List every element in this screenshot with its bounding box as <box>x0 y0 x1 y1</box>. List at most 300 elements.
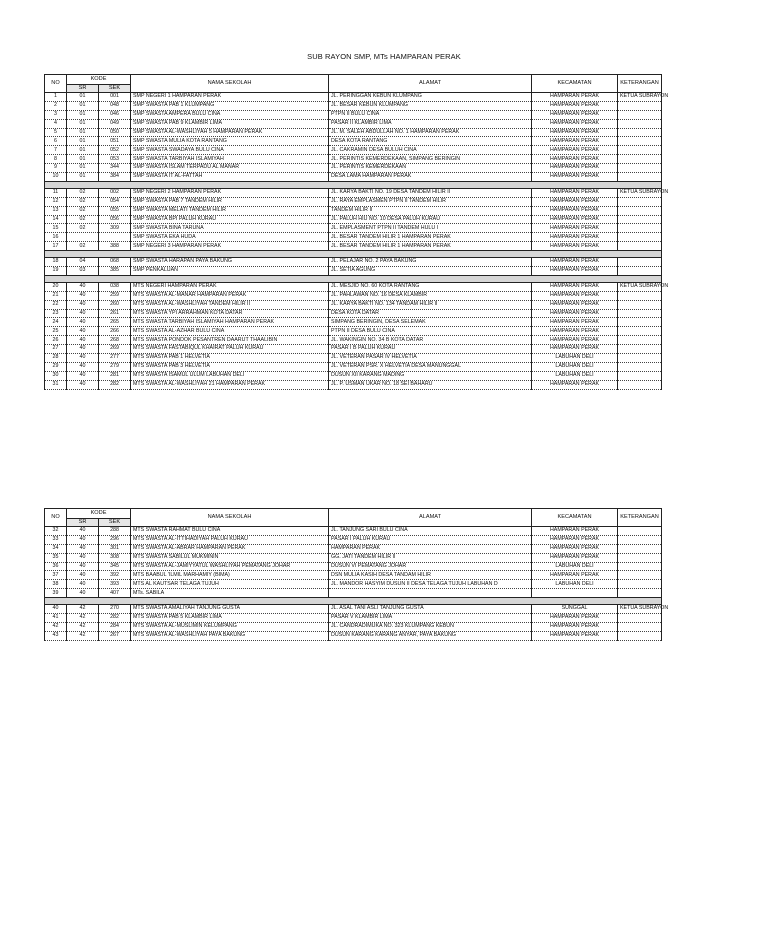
cell-kecamatan: HAMPARAN PERAK <box>532 553 618 562</box>
table-row <box>45 580 662 589</box>
cell-nama-sekolah: SMP SWASTA AMPERA BULU CINA <box>131 110 329 119</box>
table-row <box>45 544 662 553</box>
table-row <box>45 101 662 110</box>
cell-sek: 261 <box>99 309 131 318</box>
cell-sr: 40 <box>67 380 99 389</box>
cell-no: 29 <box>45 362 67 371</box>
cell-kecamatan: LABUHAN DELI <box>532 580 618 589</box>
cell-no: 43 <box>45 631 67 640</box>
cell-no: 14 <box>45 215 67 224</box>
separator-cell <box>45 598 662 605</box>
cell-alamat: JL. PERINGGAN KEBUN KLUMPANG <box>329 93 532 102</box>
cell-alamat: DESA LAMA HAMPARAN PERAK <box>329 173 532 182</box>
cell-keterangan <box>618 327 662 336</box>
header-nama-sekolah: NAMA SEKOLAH <box>131 509 329 527</box>
cell-nama-sekolah: SMP SWASTA SWADAYA BULU CINA <box>131 146 329 155</box>
cell-keterangan <box>618 562 662 571</box>
cell-nama-sekolah: SMP NEGERI 2 HAMPARAN PERAK <box>131 188 329 197</box>
cell-sek: 384 <box>99 173 131 182</box>
table-row <box>45 300 662 309</box>
table-row <box>45 137 662 146</box>
cell-no: 40 <box>45 605 67 614</box>
cell-nama-sekolah: SMP SWASTA BPI PALUH KURAU <box>131 215 329 224</box>
cell-alamat: JL. CANDRADIMUKA NO. 323 KLUMPANG KEBUN <box>329 622 532 631</box>
cell-keterangan <box>618 380 662 389</box>
table-row <box>45 571 662 580</box>
cell-keterangan <box>618 215 662 224</box>
cell-kecamatan: HAMPARAN PERAK <box>532 224 618 233</box>
cell-keterangan <box>618 371 662 380</box>
cell-sek: 266 <box>99 327 131 336</box>
cell-alamat: DUSUN VI PEMATANG JOHAR <box>329 562 532 571</box>
cell-keterangan <box>618 631 662 640</box>
cell-alamat: JL. KARYA BAKTI NO. 19 DESA TANDEM HILIR II <box>329 188 532 197</box>
school-table-2 <box>44 508 669 641</box>
cell-sr: 40 <box>67 589 99 598</box>
cell-no: 5 <box>45 128 67 137</box>
cell-sek <box>99 233 131 242</box>
cell-sek: 267 <box>99 631 131 640</box>
cell-alamat: JL. PELAJAR NO. 2 PAYA BAKUNG <box>329 258 532 267</box>
header-no: NO <box>45 509 67 527</box>
table-row <box>45 622 662 631</box>
cell-sek: 050 <box>99 128 131 137</box>
cell-kecamatan <box>532 589 618 598</box>
cell-nama-sekolah: MTS SWASTA PAB 1 HELVETIA <box>131 354 329 363</box>
table-row <box>45 318 662 327</box>
table-row <box>45 197 662 206</box>
cell-sek: 055 <box>99 206 131 215</box>
cell-kecamatan: SUNGGAL <box>532 605 618 614</box>
table-row <box>45 327 662 336</box>
table-row <box>45 309 662 318</box>
table-row <box>45 605 662 614</box>
cell-keterangan <box>618 345 662 354</box>
header-kode: KODE <box>67 75 131 85</box>
cell-nama-sekolah: SMP SWASTA AL-WASHLIYAH 5 HAMPARAN PERAK <box>131 128 329 137</box>
cell-keterangan <box>618 128 662 137</box>
cell-sr: 40 <box>67 527 99 536</box>
cell-keterangan <box>618 242 662 251</box>
cell-nama-sekolah: MTS SWASTA AL-ABRAR HAMPARAN PERAK <box>131 544 329 553</box>
header-alamat: ALAMAT <box>329 75 532 93</box>
table-row <box>45 267 662 276</box>
cell-sr: 40 <box>67 535 99 544</box>
cell-sr: 40 <box>67 371 99 380</box>
cell-kecamatan: LABUHAN DELI <box>532 371 618 380</box>
cell-alamat: JL. M. SALEH ABDULLAH NO. 1 HAMPARAN PERAK <box>329 128 532 137</box>
cell-no: 2 <box>45 101 67 110</box>
cell-sek: 309 <box>99 224 131 233</box>
table-row <box>45 362 662 371</box>
table-row <box>45 553 662 562</box>
cell-alamat: GG. JATI TANDEM HILIR II <box>329 553 532 562</box>
cell-nama-sekolah: MTS SWASTA ISAMUL ULUM LABUHAN DELI <box>131 371 329 380</box>
cell-sek: 051 <box>99 137 131 146</box>
cell-sek: 284 <box>99 622 131 631</box>
cell-nama-sekolah: MTS SWASTA YPI ARRAHMAN KOTA DATAR <box>131 309 329 318</box>
header-keterangan: KETERANGAN <box>618 75 662 93</box>
cell-kecamatan: HAMPARAN PERAK <box>532 527 618 536</box>
cell-keterangan <box>618 110 662 119</box>
cell-alamat: JL. BESAR TANDEM HILIR 1 HAMPARAN PERAK <box>329 242 532 251</box>
cell-sr: 01 <box>67 137 99 146</box>
table-row <box>45 128 662 137</box>
cell-sr <box>67 233 99 242</box>
cell-sr: 04 <box>67 258 99 267</box>
cell-keterangan <box>618 101 662 110</box>
cell-kecamatan: HAMPARAN PERAK <box>532 571 618 580</box>
table-row <box>45 282 662 291</box>
page-title: SUB RAYON SMP, MTs HAMPARAN PERAK <box>307 52 461 61</box>
cell-sr: 40 <box>67 336 99 345</box>
cell-no: 1 <box>45 93 67 102</box>
cell-kecamatan: HAMPARAN PERAK <box>532 345 618 354</box>
cell-kecamatan: HAMPARAN PERAK <box>532 318 618 327</box>
separator-cell <box>45 275 662 282</box>
cell-keterangan <box>618 362 662 371</box>
cell-no: 28 <box>45 354 67 363</box>
cell-no: 11 <box>45 188 67 197</box>
cell-keterangan <box>618 233 662 242</box>
table-row <box>45 354 662 363</box>
cell-kecamatan: HAMPARAN PERAK <box>532 233 618 242</box>
cell-alamat: JL. PERINTIS KEMERDEKAAN <box>329 164 532 173</box>
cell-nama-sekolah: SMP SWASTA HARAPAN PAYA BAKUNG <box>131 258 329 267</box>
cell-keterangan <box>618 224 662 233</box>
cell-keterangan <box>618 137 662 146</box>
cell-sr: 02 <box>67 224 99 233</box>
cell-nama-sekolah: MTS SWASTA AMALIYAH TANJUNG GUSTA <box>131 605 329 614</box>
cell-nama-sekolah: MTS SWASTA SABILUL MUKMININ <box>131 553 329 562</box>
cell-alamat: SIMPANG BERINGIN, DESA SELEMAK <box>329 318 532 327</box>
cell-no: 34 <box>45 544 67 553</box>
cell-kecamatan: HAMPARAN PERAK <box>532 380 618 389</box>
cell-alamat: PTPN II BULU CINA <box>329 110 532 119</box>
cell-sek: 056 <box>99 215 131 224</box>
cell-nama-sekolah: MTS SWASTA AL-MUSLIMIN KELUMPANG <box>131 622 329 631</box>
cell-sek: 308 <box>99 553 131 562</box>
table-row <box>45 110 662 119</box>
cell-no: 12 <box>45 197 67 206</box>
cell-nama-sekolah: MTS SWASTA AL-JAMIYYATUL WASHLIYAH PEMATANG JOHAR <box>131 562 329 571</box>
cell-alamat: PASAR II KLAMBIR LIMA <box>329 119 532 128</box>
cell-nama-sekolah: SMP PENKALUAN <box>131 267 329 276</box>
cell-sr: 01 <box>67 146 99 155</box>
table-row <box>45 371 662 380</box>
cell-nama-sekolah: SMP SWASTA PAB 1 KLUMPANG <box>131 101 329 110</box>
cell-no: 19 <box>45 267 67 276</box>
table-2-body <box>45 527 669 641</box>
cell-keterangan <box>618 197 662 206</box>
table-row <box>45 614 662 623</box>
cell-nama-sekolah: SMP SWASTA IT AL-FATTAH <box>131 173 329 182</box>
cell-alamat: JL. VETERAN PSR. X HELVETIA DESA MANUNGGAL <box>329 362 532 371</box>
table-row <box>45 224 662 233</box>
cell-kecamatan: HAMPARAN PERAK <box>532 291 618 300</box>
cell-sr: 40 <box>67 282 99 291</box>
cell-sr: 03 <box>67 267 99 276</box>
cell-sr: 42 <box>67 631 99 640</box>
cell-alamat: JL. ASAL TANI ASLI TANJUNG GUSTA <box>329 605 532 614</box>
cell-nama-sekolah: SMP SWASTA EKA HUDA <box>131 233 329 242</box>
cell-no: 25 <box>45 327 67 336</box>
cell-sr: 40 <box>67 544 99 553</box>
cell-alamat: DSN MULIA KASIH DESA TANDAM HILIR <box>329 571 532 580</box>
cell-keterangan <box>618 309 662 318</box>
cell-sek: 281 <box>99 371 131 380</box>
cell-no: 42 <box>45 622 67 631</box>
cell-keterangan <box>618 318 662 327</box>
cell-keterangan <box>618 206 662 215</box>
cell-kecamatan: HAMPARAN PERAK <box>532 242 618 251</box>
cell-nama-sekolah: MTS NEGERI HAMPARAN PERAK <box>131 282 329 291</box>
cell-alamat: JL. P. USMAN UKAR NO. 18 SEI BAHARU <box>329 380 532 389</box>
cell-sr: 42 <box>67 605 99 614</box>
cell-no: 7 <box>45 146 67 155</box>
cell-nama-sekolah: MTS AL KAUTSAR TELAGA TUJUH <box>131 580 329 589</box>
cell-kecamatan: HAMPARAN PERAK <box>532 173 618 182</box>
cell-sek: 301 <box>99 544 131 553</box>
cell-nama-sekolah: SMP SWASTA TARBIYAH ISLAMIYAH <box>131 155 329 164</box>
cell-kecamatan: LABUHAN DELI <box>532 362 618 371</box>
cell-sr: 42 <box>67 622 99 631</box>
cell-no: 23 <box>45 309 67 318</box>
cell-kecamatan: HAMPARAN PERAK <box>532 544 618 553</box>
cell-sek: 393 <box>99 580 131 589</box>
cell-nama-sekolah: MTS SWASTA RAHMAT BULU CINA <box>131 527 329 536</box>
table-row <box>45 206 662 215</box>
table-row <box>45 93 662 102</box>
table-row <box>45 155 662 164</box>
table-row <box>45 291 662 300</box>
cell-alamat: PTPN II DESA BULU CINA <box>329 327 532 336</box>
cell-nama-sekolah: SMP SWASTA MULIA KOTA RANTANG <box>131 137 329 146</box>
cell-sek: 282 <box>99 614 131 623</box>
cell-alamat: PASAR V KLAMBIR LIMA <box>329 614 532 623</box>
cell-no: 15 <box>45 224 67 233</box>
cell-kecamatan: HAMPARAN PERAK <box>532 155 618 164</box>
cell-alamat: JL. RAYA EMPLASMEN PTPN II TANDEM HILIR <box>329 197 532 206</box>
cell-kecamatan: HAMPARAN PERAK <box>532 309 618 318</box>
cell-alamat: JL. BESAR KEBUN KLUMPANG <box>329 101 532 110</box>
cell-kecamatan: HAMPARAN PERAK <box>532 282 618 291</box>
header-sr: SR <box>67 85 99 93</box>
cell-kecamatan: HAMPARAN PERAK <box>532 110 618 119</box>
cell-sek: 296 <box>99 535 131 544</box>
cell-no: 32 <box>45 527 67 536</box>
cell-kecamatan: HAMPARAN PERAK <box>532 300 618 309</box>
cell-sek: 279 <box>99 362 131 371</box>
cell-no: 24 <box>45 318 67 327</box>
table-row <box>45 215 662 224</box>
cell-alamat: TANDEM HILIR II <box>329 206 532 215</box>
cell-keterangan <box>618 300 662 309</box>
table-row <box>45 119 662 128</box>
cell-sr: 01 <box>67 110 99 119</box>
cell-sek: 046 <box>99 110 131 119</box>
cell-sek: 038 <box>99 282 131 291</box>
table-row <box>45 146 662 155</box>
cell-nama-sekolah: MTS SWASTA AL-ITTIHADIYAH PALUH KURAU <box>131 535 329 544</box>
header-sek: SEK <box>99 519 131 527</box>
cell-no: 27 <box>45 345 67 354</box>
cell-alamat: HAMPARAN PERAK <box>329 544 532 553</box>
cell-no: 26 <box>45 336 67 345</box>
cell-sr: 40 <box>67 300 99 309</box>
cell-sek: 054 <box>99 197 131 206</box>
cell-sr: 40 <box>67 291 99 300</box>
cell-nama-sekolah: MTS SWASTA PONDOK PESANTREN DAARUT THAALIBIN <box>131 336 329 345</box>
cell-sek: 392 <box>99 571 131 580</box>
header-nama-sekolah: NAMA SEKOLAH <box>131 75 329 93</box>
cell-no: 36 <box>45 562 67 571</box>
cell-sek: 068 <box>99 258 131 267</box>
cell-no: 4 <box>45 119 67 128</box>
cell-nama-sekolah: MTS SWASTA PAB 5 KLAMBIR LIMA <box>131 614 329 623</box>
cell-nama-sekolah: MTS SWASTA TARBIYAH ISLAMIYAH HAMPARAN PERAK <box>131 318 329 327</box>
cell-nama-sekolah: MTs. SABILA <box>131 589 329 598</box>
table-1-body <box>45 93 669 390</box>
cell-kecamatan: HAMPARAN PERAK <box>532 535 618 544</box>
cell-keterangan <box>618 589 662 598</box>
cell-keterangan: KETUA SUBRAYON <box>618 605 662 614</box>
cell-alamat: JL. PALUH HIU NO. 10 DESA PALUH KURAU <box>329 215 532 224</box>
cell-kecamatan: HAMPARAN PERAK <box>532 164 618 173</box>
cell-keterangan <box>618 553 662 562</box>
cell-no: 22 <box>45 300 67 309</box>
school-table-1 <box>44 74 669 390</box>
table-row <box>45 188 662 197</box>
cell-sr: 01 <box>67 93 99 102</box>
table-row <box>45 258 662 267</box>
cell-alamat: DESA KOTA DATAR <box>329 309 532 318</box>
cell-kecamatan: HAMPARAN PERAK <box>532 137 618 146</box>
cell-sek: 265 <box>99 318 131 327</box>
cell-nama-sekolah: MTS SWASTA AL-WASHLIYAH PAYA BAKUNG <box>131 631 329 640</box>
cell-sr: 40 <box>67 318 99 327</box>
group-separator-row <box>45 275 662 282</box>
cell-keterangan <box>618 580 662 589</box>
cell-keterangan <box>618 527 662 536</box>
cell-sr: 01 <box>67 173 99 182</box>
cell-nama-sekolah: MTS SWASTA AL-AZHAR BULU CINA <box>131 327 329 336</box>
cell-kecamatan: HAMPARAN PERAK <box>532 197 618 206</box>
cell-kecamatan: HAMPARAN PERAK <box>532 622 618 631</box>
cell-nama-sekolah: SMP SWASTA ISLAM TERPADU AL MANAR <box>131 164 329 173</box>
cell-sr: 40 <box>67 362 99 371</box>
cell-sr: 40 <box>67 562 99 571</box>
table-row <box>45 631 662 640</box>
table-row <box>45 164 662 173</box>
cell-nama-sekolah: MTS SWASTA FASTABIQUL KHAIRAT PALUH KURAU <box>131 345 329 354</box>
cell-keterangan <box>618 291 662 300</box>
cell-nama-sekolah: SMP NEGERI 3 HAMPARAN PERAK <box>131 242 329 251</box>
cell-no: 8 <box>45 155 67 164</box>
cell-keterangan <box>618 544 662 553</box>
cell-nama-sekolah: SMP SWASTA BINA TARUNA <box>131 224 329 233</box>
cell-kecamatan: HAMPARAN PERAK <box>532 215 618 224</box>
cell-alamat: JL. VETERAN PASAR IV HELVETIA <box>329 354 532 363</box>
cell-alamat: JL. WAKINGIN NO. 34 B KOTA DATAR <box>329 336 532 345</box>
cell-no: 35 <box>45 553 67 562</box>
cell-nama-sekolah: MTS SWASTA PAB 3 HELVETIA <box>131 362 329 371</box>
cell-sr: 02 <box>67 188 99 197</box>
header-no: NO <box>45 75 67 93</box>
cell-sek: 288 <box>99 527 131 536</box>
header-sek: SEK <box>99 85 131 93</box>
cell-sek: 053 <box>99 155 131 164</box>
header-kode: KODE <box>67 509 131 519</box>
cell-alamat: JL. KARYA BAKTI NO. 134 TANDAM HILIR II <box>329 300 532 309</box>
cell-kecamatan: HAMPARAN PERAK <box>532 631 618 640</box>
group-separator-row <box>45 251 662 258</box>
cell-alamat <box>329 589 532 598</box>
cell-nama-sekolah: MTS SWASTA AL-WASHLIYAH TANDEM HILIR II <box>131 300 329 309</box>
cell-sek: 001 <box>99 93 131 102</box>
cell-keterangan <box>618 354 662 363</box>
cell-no: 20 <box>45 282 67 291</box>
cell-alamat: PASAR I B PALUH KURAU <box>329 345 532 354</box>
cell-sr: 40 <box>67 309 99 318</box>
cell-kecamatan: LABUHAN DELI <box>532 354 618 363</box>
cell-sek: 407 <box>99 589 131 598</box>
cell-no: 33 <box>45 535 67 544</box>
cell-sr: 01 <box>67 101 99 110</box>
cell-keterangan <box>618 535 662 544</box>
cell-nama-sekolah: SMP NEGERI 1 HAMPARAN PERAK <box>131 93 329 102</box>
cell-sr: 40 <box>67 345 99 354</box>
header-kecamatan: KECAMATAN <box>532 509 618 527</box>
table-row <box>45 380 662 389</box>
separator-cell <box>45 251 662 258</box>
cell-keterangan <box>618 173 662 182</box>
cell-alamat: JL. SETIA AGUNG <box>329 267 532 276</box>
cell-keterangan: KETUA SUBRAYON <box>618 188 662 197</box>
cell-no: 38 <box>45 580 67 589</box>
cell-keterangan <box>618 267 662 276</box>
cell-sr: 01 <box>67 119 99 128</box>
cell-no: 13 <box>45 206 67 215</box>
table-row <box>45 233 662 242</box>
table-row <box>45 345 662 354</box>
cell-kecamatan: HAMPARAN PERAK <box>532 188 618 197</box>
cell-sr: 40 <box>67 580 99 589</box>
cell-kecamatan: HAMPARAN PERAK <box>532 119 618 128</box>
cell-keterangan <box>618 164 662 173</box>
cell-no: 31 <box>45 380 67 389</box>
cell-sek: 048 <box>99 101 131 110</box>
cell-sek: 277 <box>99 354 131 363</box>
cell-alamat: DUSUN KARANG KARANG ANYAR, PAYA BAKUNG <box>329 631 532 640</box>
cell-sr: 02 <box>67 206 99 215</box>
cell-sek: 345 <box>99 562 131 571</box>
cell-sr: 40 <box>67 571 99 580</box>
cell-kecamatan: HAMPARAN PERAK <box>532 336 618 345</box>
cell-sek: 282 <box>99 380 131 389</box>
cell-keterangan <box>618 146 662 155</box>
header-keterangan: KETERANGAN <box>618 509 662 527</box>
table-row <box>45 173 662 182</box>
cell-alamat: JL. EMPLASMENT PTPN II TANDEM HULU I <box>329 224 532 233</box>
header-kecamatan: KECAMATAN <box>532 75 618 93</box>
cell-kecamatan: HAMPARAN PERAK <box>532 267 618 276</box>
cell-sr: 40 <box>67 327 99 336</box>
cell-sek: 269 <box>99 345 131 354</box>
cell-kecamatan: HAMPARAN PERAK <box>532 327 618 336</box>
cell-kecamatan: HAMPARAN PERAK <box>532 93 618 102</box>
cell-kecamatan: HAMPARAN PERAK <box>532 206 618 215</box>
